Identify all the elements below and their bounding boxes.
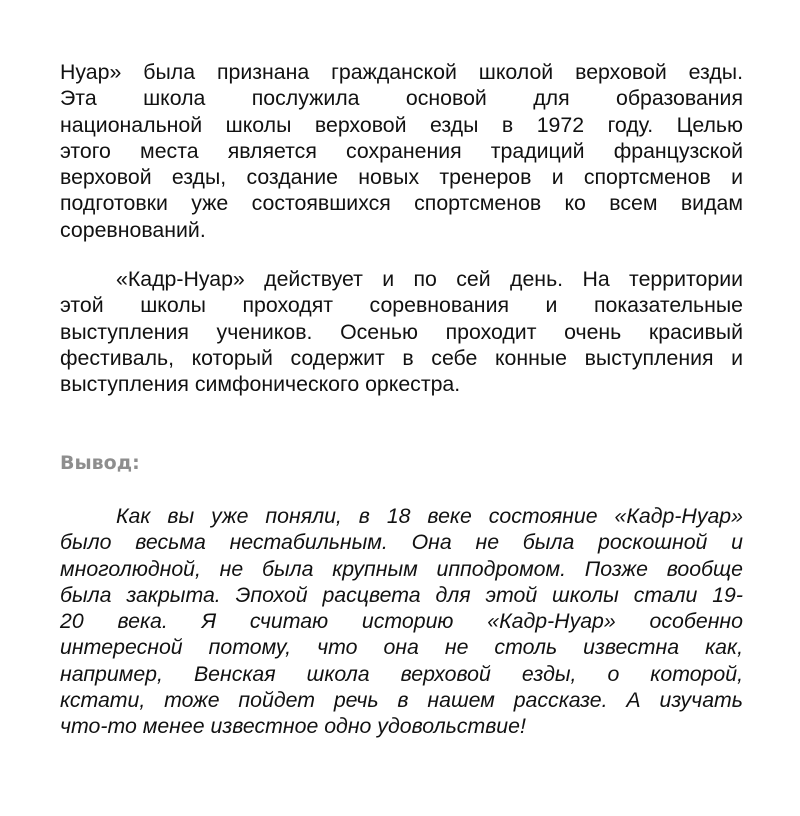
text-line: например, Венская школа верховой езды, о которой, xyxy=(60,661,743,686)
paragraph-history xyxy=(60,59,743,243)
text-line: выступления симфонического оркестра. xyxy=(60,372,461,397)
text-line: что-то менее известное одно удовольствие! xyxy=(60,714,526,739)
paragraph-present-day xyxy=(60,266,743,397)
text-line: выступления учеников. Осенью проходит очень красивый xyxy=(60,319,743,344)
text-line: верховой езды, создание новых тренеров и спортсменов и xyxy=(60,165,743,190)
text-line: была закрыта. Эпохой расцвета для этой школы стали 19- xyxy=(60,582,743,607)
text-line: этого места является сохранения традиций французской xyxy=(60,138,743,163)
text-line: фестиваль, который содержит в себе конные выступления и xyxy=(60,345,743,370)
text-line: Как вы уже поняли, в 18 веке состояние «Кадр-Нуар» xyxy=(116,504,743,528)
text-line: 20 века. Я считаю историю «Кадр-Нуар» особенно xyxy=(60,609,743,634)
conclusion-heading: Вывод: xyxy=(60,452,140,474)
text-line: национальной школы верховой езды в 1972 году. Целью xyxy=(60,112,743,137)
text-line: соревнований. xyxy=(60,217,206,242)
text-line: кстати, тоже пойдет речь в нашем рассказе. А изучать xyxy=(60,688,743,713)
text-line: этой школы проходят соревнования и показательные xyxy=(60,293,743,318)
paragraph-conclusion xyxy=(60,503,743,740)
text-line: было весьма нестабильным. Она не была роскошной и xyxy=(60,530,743,555)
text-line: подготовки уже состоявшихся спортсменов ко всем видам xyxy=(60,191,743,216)
text-line: «Кадр-Нуар» действует и по сей день. На территории xyxy=(116,267,743,291)
text-line: интересной потому, что она не столь известна как, xyxy=(60,635,743,660)
text-line: многолюдной, не была крупным ипподромом. Позже вообще xyxy=(60,556,743,581)
text-line: Нуар» была признана гражданской школой верховой езды. xyxy=(60,60,743,84)
text-line: Эта школа послужила основой для образования xyxy=(60,86,743,111)
